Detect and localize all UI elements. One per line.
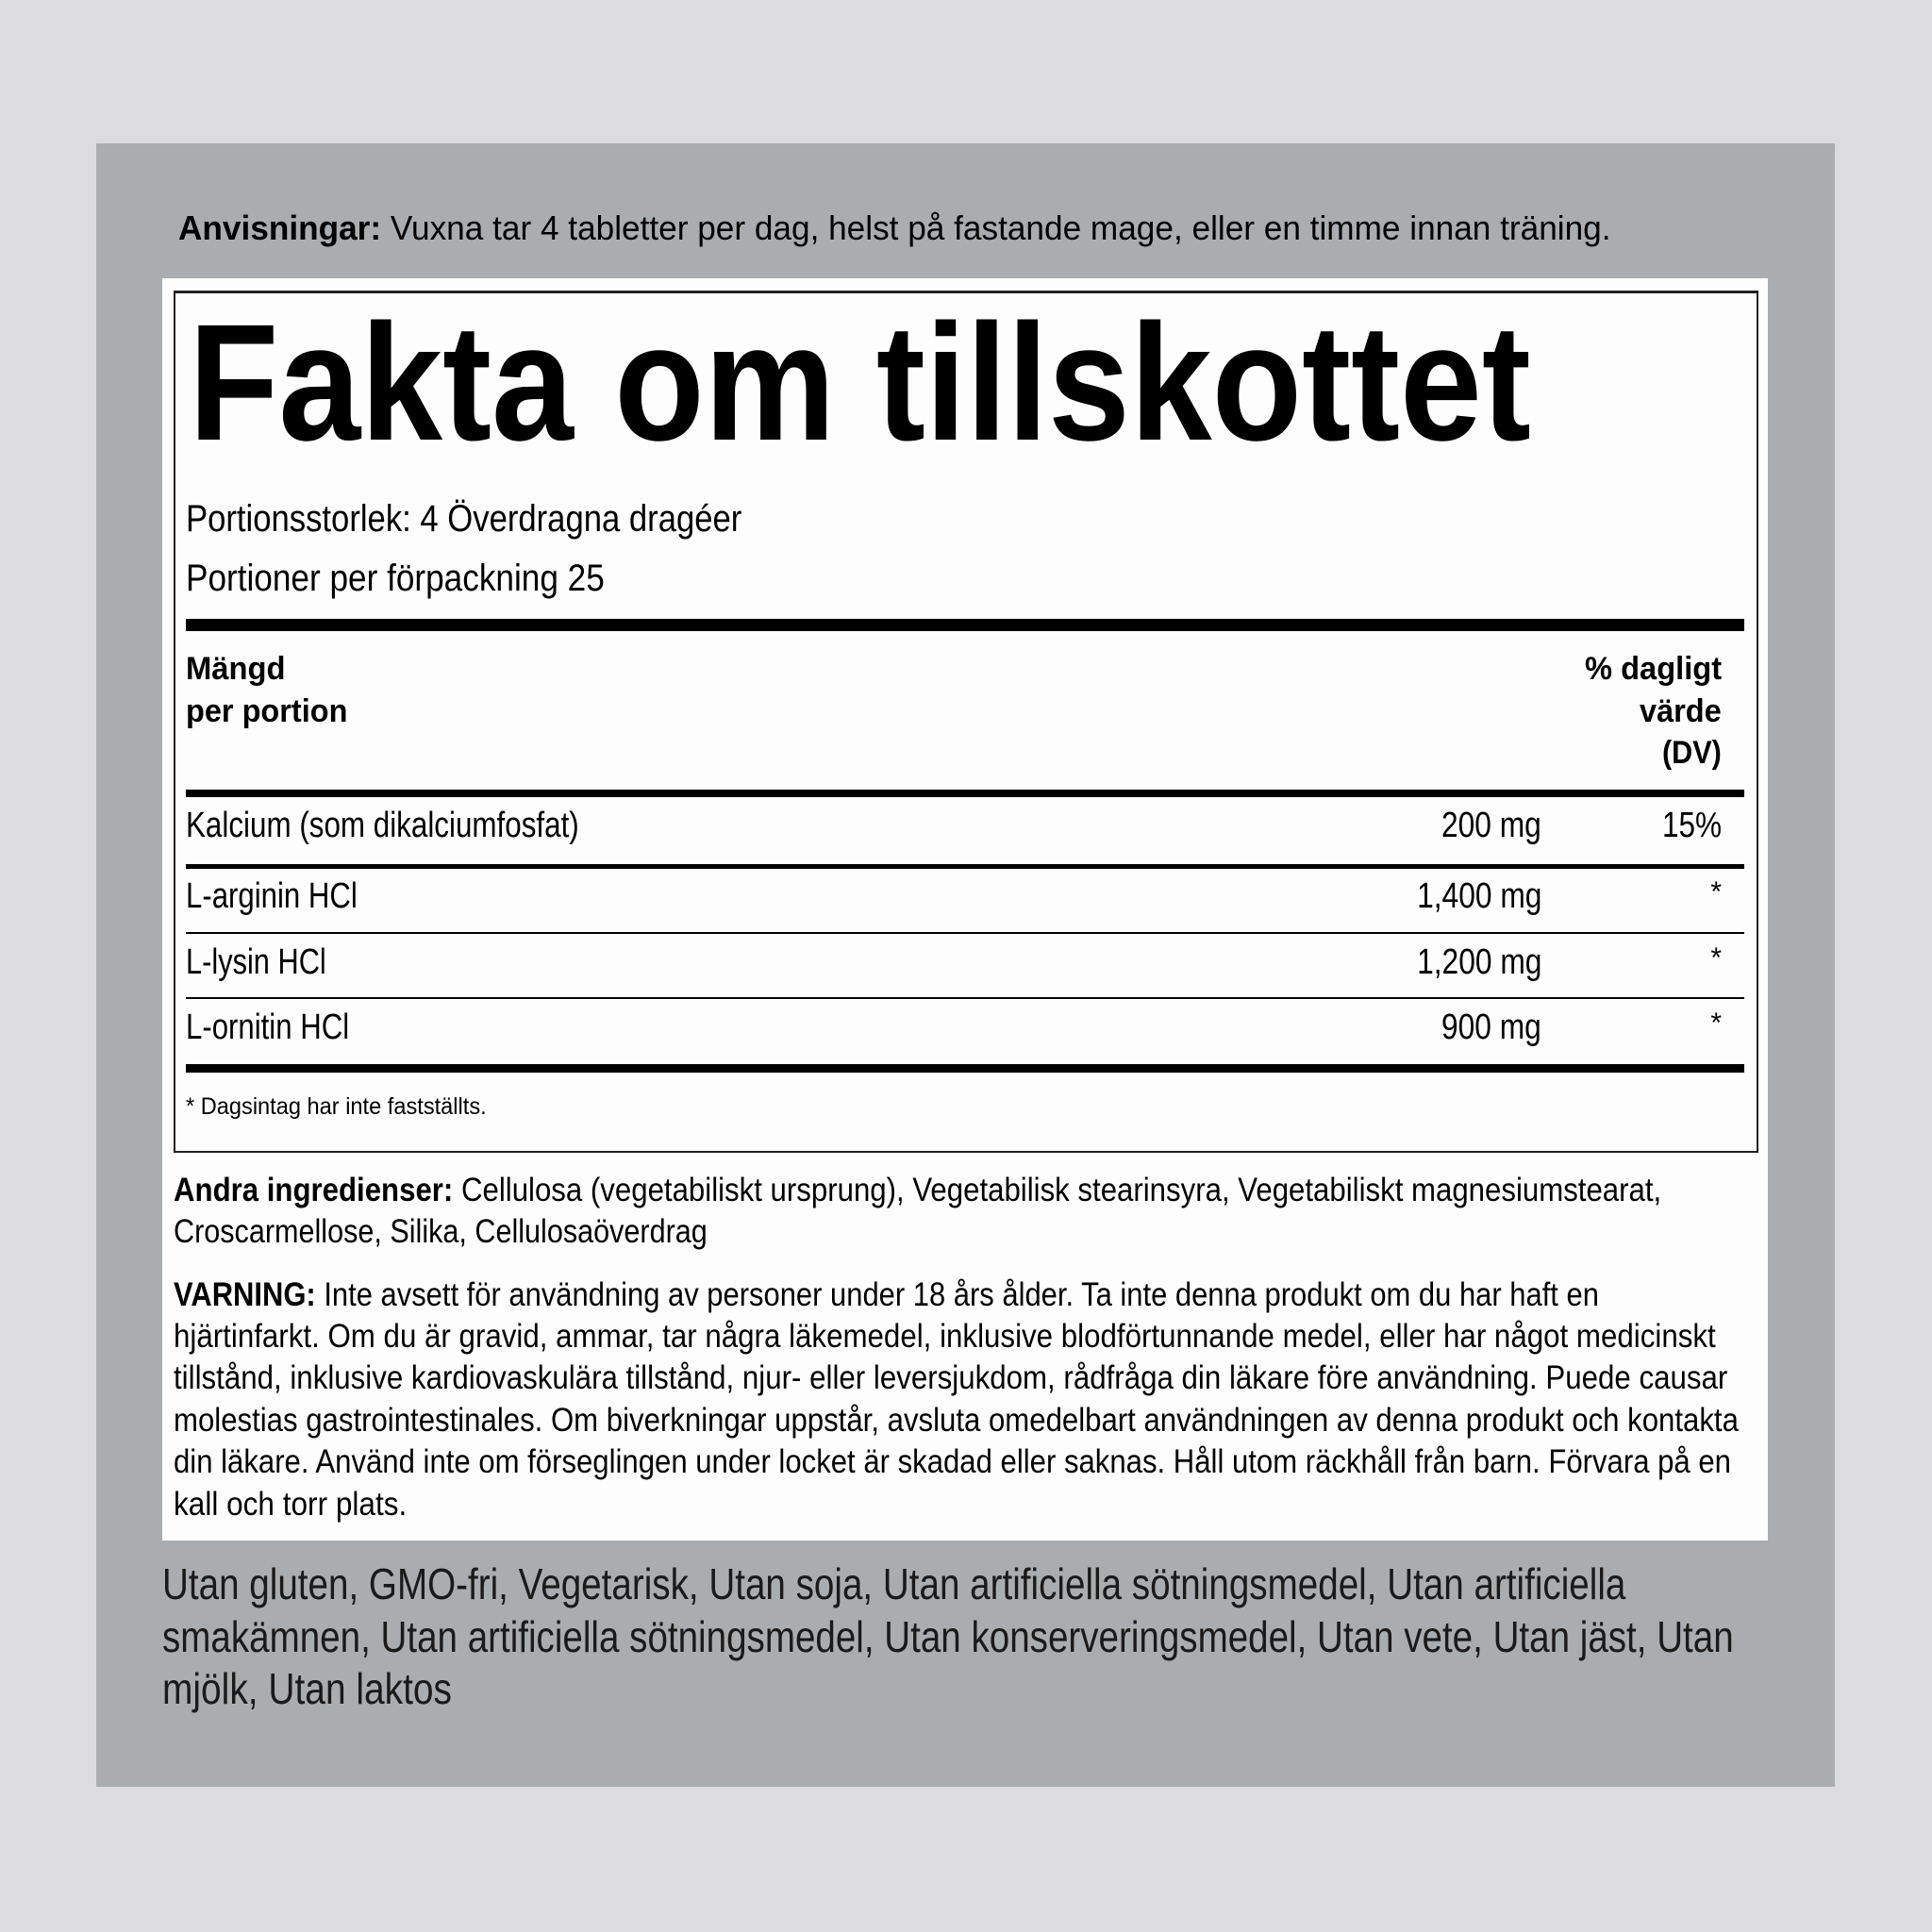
- nutrient-amount: 1,200 mg: [1416, 942, 1541, 982]
- serving-size: Portionsstorlek: 4 Överdragna dragéer: [186, 498, 742, 540]
- medium-divider: [186, 790, 1744, 797]
- divider: [186, 932, 1744, 934]
- header-dv: (DV): [1662, 735, 1722, 771]
- other-ingredients-label: Andra ingredienser:: [174, 1172, 454, 1208]
- header-dv: % dagligt: [1584, 651, 1722, 687]
- nutrient-amount: 1,400 mg: [1416, 876, 1541, 916]
- warning-text: tillstånd, inklusive kardiovaskulära tillstånd, njur- eller leversjukdom, rådfråga din läkare före användning. Puede causar: [174, 1359, 1728, 1396]
- claims-text: mjölk, Utan laktos: [162, 1664, 453, 1713]
- nutrient-name: L-arginin HCl: [186, 876, 358, 916]
- warning-text: hjärtinfarkt. Om du är gravid, ammar, tar några läkemedel, inklusive blodförtunnande medel, eller har något medicinskt: [174, 1318, 1716, 1355]
- nutrient-name: L-ornitin HCl: [186, 1008, 350, 1047]
- nutrient-amount: 200 mg: [1441, 806, 1541, 845]
- warning-text: Inte avsett för användning av personer under 18 års ålder. Ta inte denna produkt om du har haft en: [315, 1276, 1599, 1313]
- divider: [186, 997, 1744, 999]
- claims-text: Utan gluten, GMO-fri, Vegetarisk, Utan soja, Utan artificiella sötningsmedel, Utan artificiella: [162, 1559, 1626, 1608]
- nutrient-dv: *: [1710, 942, 1722, 974]
- warning-text: kall och torr plats.: [174, 1486, 408, 1523]
- directions-text: Vuxna tar 4 tabletter per dag, helst på fastande mage, eller en timme innan träning.: [381, 208, 1611, 247]
- nutrient-dv: 15%: [1661, 806, 1722, 845]
- warning-text: din läkare. Använd inte om förseglingen under locket är skadad eller saknas. Håll utom räckhåll från barn. Förvara på en: [174, 1443, 1731, 1480]
- footnote: * Dagsintag har inte fastställts.: [186, 1093, 487, 1120]
- other-ingredients-text: Croscarmellose, Silika, Cellulosaöverdrag: [174, 1213, 708, 1250]
- thick-divider: [186, 1064, 1744, 1073]
- header-per-serving: per portion: [186, 693, 348, 729]
- warning-label: VARNING:: [174, 1276, 316, 1313]
- nutrient-amount: 900 mg: [1441, 1008, 1541, 1047]
- nutrient-dv: *: [1710, 876, 1722, 908]
- directions: [178, 208, 1611, 247]
- nutrient-dv: *: [1710, 1008, 1722, 1039]
- divider: [186, 864, 1744, 869]
- header-amount: Mängd: [186, 651, 286, 687]
- warning: [174, 1278, 1599, 1311]
- thick-divider: [186, 619, 1744, 631]
- other-ingredients-text: Cellulosa (vegetabiliskt ursprung), Vegetabilisk stearinsyra, Vegetabiliskt magnesiumstearat,: [453, 1172, 1662, 1208]
- nutrient-name: L-lysin HCl: [186, 942, 326, 982]
- other-ingredients: [174, 1174, 1661, 1207]
- servings-per-container: Portioner per förpackning 25: [186, 558, 605, 599]
- facts-title: Fakta om tillskottet: [189, 291, 1531, 475]
- header-dv: värde: [1640, 693, 1722, 729]
- directions-label: Anvisningar:: [178, 208, 382, 247]
- claims-text: smakämnen, Utan artificiella sötningsmedel, Utan konserveringsmedel, Utan vete, Utan jäst, Utan: [162, 1612, 1734, 1661]
- nutrient-name: Kalcium (som dikalciumfosfat): [186, 806, 579, 845]
- warning-text: molestias gastrointestinales. Om biverkningar uppstår, avsluta omedelbart användningen av denna produkt och kontakta: [174, 1402, 1739, 1439]
